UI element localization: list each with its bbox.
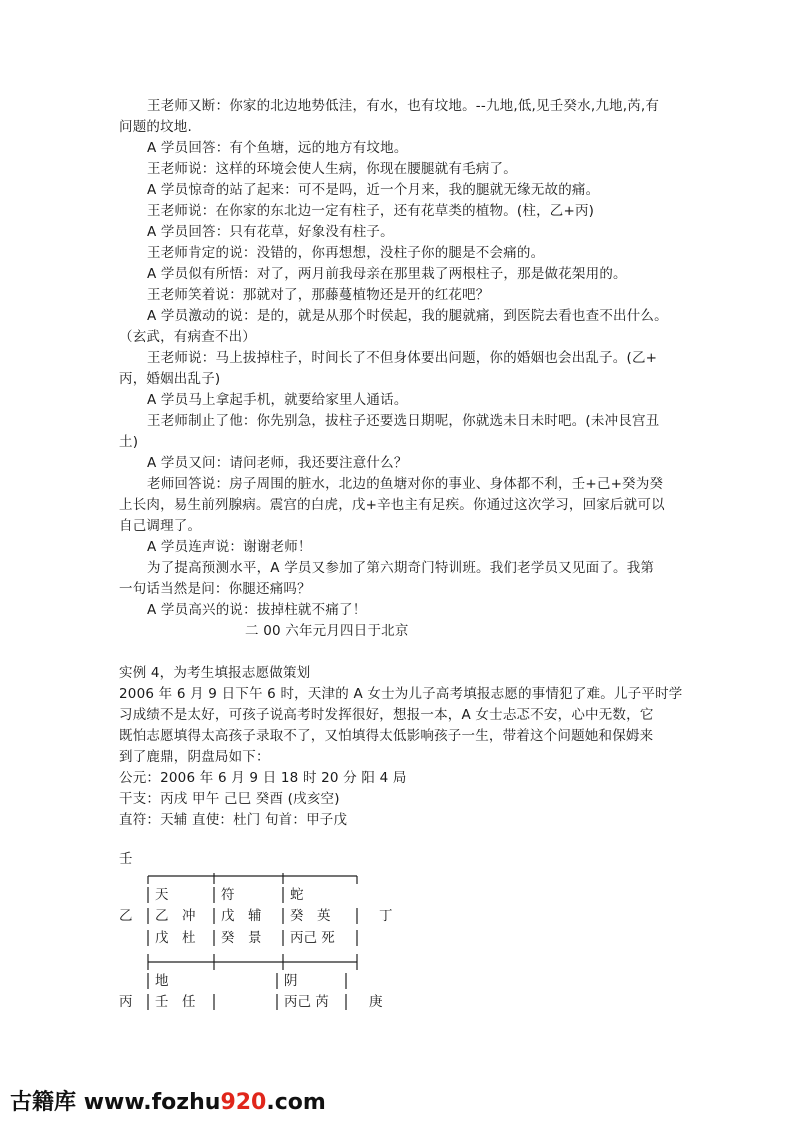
chart-side-label: 乙 (119, 908, 133, 924)
paragraph-line: 王老师说：马上拔掉柱子，时间长了不但身体要出问题，你的婚姻也会出乱子。(乙+ (147, 350, 658, 366)
chart-side-label: 丁 (379, 908, 393, 924)
paragraph-line: （玄武，有病查不出） (119, 329, 256, 345)
chart-cell-star: 乙 冲 (155, 908, 196, 924)
paragraph-line: 上长肉，易生前列腺病。震宫的白虎，戊+辛也主有足疾。你通过这次学习，回家后就可以 (119, 497, 665, 513)
paragraph-line: A 学员马上拿起手机，就要给家里人通话。 (147, 392, 408, 408)
watermark-url-number: 920 (220, 1090, 267, 1115)
case-line: 既怕志愿填得太高孩子录取不了，又怕填得太低影响孩子一生，带着这个问题她和保姆来 (119, 728, 654, 744)
paragraph-line: 王老师说：在你家的东北边一定有柱子，还有花草类的植物。(柱，乙+丙) (147, 203, 595, 219)
chart-cell-door: 丙己 死 (290, 930, 335, 946)
watermark-url-prefix: www.fozhu (83, 1090, 221, 1115)
paragraph-line: 老师回答说：房子周围的脏水，北边的鱼塘对你的事业、身体都不利，壬+己+癸为癸 (147, 476, 664, 492)
chart-cell-deity: 蛇 (290, 887, 304, 903)
case-line: 公元：2006 年 6 月 9 日 18 时 20 分 阳 4 局 (119, 770, 407, 786)
chart-cell-door: 戊 杜 (155, 930, 196, 946)
paragraph-line: A 学员惊奇的站了起来：可不是吗，近一个月来，我的腿就无缘无故的痛。 (147, 182, 600, 198)
chart-cell-deity: 符 (221, 887, 235, 903)
chart-side-label: 丙 (119, 994, 133, 1010)
paragraph-line: 丙，婚姻出乱子) (119, 371, 221, 387)
case-title: 实例 4，为考生填报志愿做策划 (119, 665, 311, 681)
paragraph-line: 自己调理了。 (119, 518, 202, 534)
case-line: 干支：丙戌 甲午 己巳 癸酉 (戌亥空) (119, 791, 340, 807)
chart-cell-star: 癸 英 (290, 908, 331, 924)
paragraph-line: 土) (119, 434, 139, 450)
chart-top-label: 壬 (119, 851, 133, 867)
paragraph-line: A 学员连声说：谢谢老师！ (147, 539, 312, 555)
chart-cell-deity: 阴 (284, 973, 298, 989)
site-watermark (10, 1085, 326, 1116)
case-line: 直符：天辅 直使：杜门 旬首：甲子戊 (119, 812, 348, 828)
paragraph-line: 为了提高预测水平，A 学员又参加了第六期奇门特训班。我们老学员又见面了。我第 (147, 560, 655, 576)
paragraph-line: A 学员回答：有个鱼塘，远的地方有坟地。 (147, 140, 408, 156)
chart-cell-star: 戊 辅 (221, 908, 262, 924)
case-line: 到了鹿鼎，阴盘局如下： (119, 749, 270, 765)
date-signature: 二 00 六年元月四日于北京 (245, 623, 409, 639)
chart-cell-deity: 天 (155, 887, 169, 903)
paragraph-line: 王老师笑着说：那就对了，那藤蔓植物还是开的红花吧？ (147, 287, 490, 303)
chart-cell-star: 丙己 芮 (284, 994, 329, 1010)
watermark-brand: 古籍库 (10, 1090, 77, 1115)
chart-side-label: 庚 (369, 994, 383, 1010)
chart-cell-star: 壬 任 (155, 994, 196, 1010)
watermark-url-suffix: .com (266, 1090, 326, 1115)
paragraph-line: 王老师又断：你家的北边地势低洼，有水，也有坟地。--九地,低,见壬癸水,九地,芮,有 (147, 98, 660, 114)
case-line: 2006 年 6 月 9 日下午 6 时，天津的 A 女士为儿子高考填报志愿的事情犯了难。儿子平时学 (119, 686, 683, 702)
paragraph-line: 王老师说：这样的环境会使人生病，你现在腰腿就有毛病了。 (147, 161, 517, 177)
paragraph-line: A 学员又问：请问老师，我还要注意什么？ (147, 455, 408, 471)
paragraph-line: 一句话当然是问：你腿还痛吗？ (119, 581, 311, 597)
paragraph-line: 问题的坟地. (119, 119, 192, 135)
paragraph-line: A 学员高兴的说：拔掉柱就不痛了！ (147, 602, 367, 618)
paragraph-line: A 学员似有所悟：对了，两月前我母亲在那里栽了两根柱子，那是做花架用的。 (147, 266, 627, 282)
chart-cell-door: 癸 景 (221, 930, 262, 946)
chart-cell-deity: 地 (155, 973, 169, 989)
paragraph-line: 王老师肯定的说：没错的，你再想想，没柱子你的腿是不会痛的。 (147, 245, 545, 261)
paragraph-line: A 学员回答：只有花草，好象没有柱子。 (147, 224, 394, 240)
paragraph-line: A 学员激动的说：是的，就是从那个时侯起，我的腿就痛，到医院去看也查不出什么。 (147, 308, 668, 324)
paragraph-line: 王老师制止了他：你先别急，拔柱子还要选日期呢，你就选未日未时吧。(未冲艮宫丑 (147, 413, 660, 429)
case-line: 习成绩不是太好，可孩子说高考时发挥很好，想报一本，A 女士忐忑不安，心中无数，它 (119, 707, 654, 723)
